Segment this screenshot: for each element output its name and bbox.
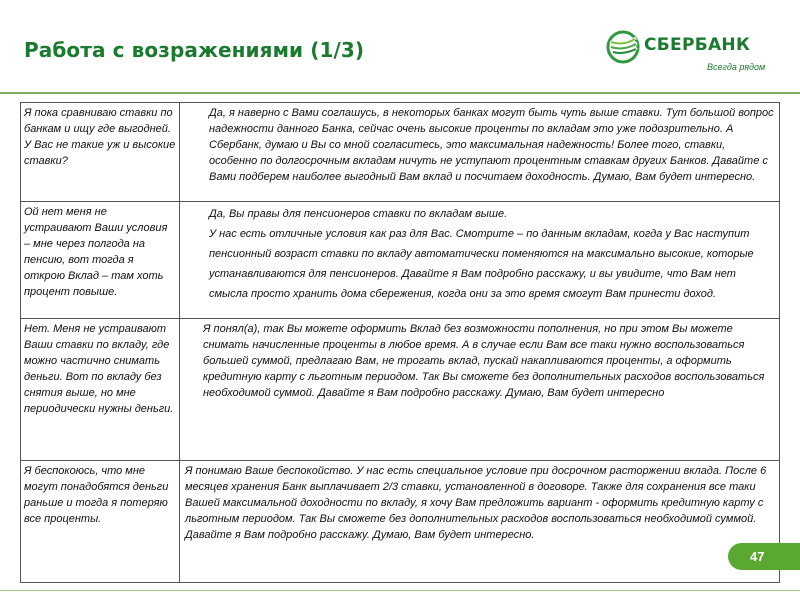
sberbank-logo-icon — [606, 30, 640, 64]
response-cell — [180, 202, 780, 319]
response-text: Я понимаю Ваше беспокойство. У нас есть специальное условие при досрочном расторжении вклада. После 6 месяцев хранения Банк выплачивает 2/3 ставки, установленной в договоре. Также для сохранения все таки Вашей максимальной доходности по вкладу, я хочу Вам предложить вариант - оформить кредитную карту с льготным периодом. Так Вы сможете без дополнительных расходов воспользоваться необходимой суммой. Давайте я Вам подробно расскажу. Думаю, Вам будет интересно. — [185, 465, 767, 541]
table-row — [21, 103, 780, 202]
table-row — [21, 319, 780, 461]
objection-cell: Ой нет меня не устраивают Ваши условия – мне через полгода на пенсию, вот тогда я открою Вклад – там хоть процент повыше. — [21, 202, 180, 319]
header-divider — [0, 92, 800, 94]
objection-cell: Я пока сравниваю ставки по банкам и ищу где выгодней. У Вас не такие уж и высокие ставки? — [21, 103, 180, 202]
table-row — [21, 202, 780, 319]
objections-table — [20, 102, 780, 583]
response-cell — [180, 103, 780, 202]
objection-cell: Нет. Меня не устраивают Ваши ставки по вкладу, где можно частично снимать деньги. Вот по вкладу без снятия выше, но мне периодически нужны деньги. — [21, 319, 180, 461]
response-text: У нас есть отличные условия как раз для Вас. Смотрите – по данным вкладам, когда у Вас наступит пенсионный возраст ставки по вкладу автоматически поменяются на максимально высокие, которые устанавливаются для пенсионеров. Давайте я Вам подробно расскажу, и вы увидите, что Вам нет смысла просто хранить дома сбережения, когда они за это время смогут Вам принести доход. — [209, 228, 754, 300]
response-text: Я понял(а), так Вы можете оформить Вклад без возможности пополнения, но при этом Вы можете снимать начисленные проценты в любое время. А в случае если Вам все таки нужно воспользоваться большей суммой, предлагаю Вам, не трогать вклад, пускай накапливаются проценты, а оформить кредитную карту с льготным периодом. Так Вы сможете без дополнительных расходов воспользоваться необходимой суммой. Давайте я Вам подробно расскажу. Думаю, Вам будет интересно — [203, 323, 765, 399]
response-text: Да, я наверно с Вами соглашусь, в некоторых банках могут быть чуть выше ставки. Тут большой вопрос надежности данного Банка, сейчас очень высокие проценты по вкладам это уже подозрительно. А Сбербанк, думаю и Вы со мной согласитесь, это максимальная надежность! Более того, ставки, особенно по долгосрочным вкладам ничуть не уступают процентным ставкам других Банков. Давайте с Вами подберем наиболее выгодный Вам вклад и посчитаем доходность. Думаю, Вам будет интересно. — [209, 107, 774, 183]
response-cell — [180, 319, 780, 461]
page-number-badge: 47 — [728, 543, 800, 570]
response-cell — [180, 461, 780, 583]
sberbank-logo — [606, 30, 776, 76]
footer-divider — [0, 590, 800, 591]
slide-title: Работа с возражениями (1/3) — [24, 38, 365, 62]
response-lead: Да, Вы правы для пенсионеров ставки по вкладам выше. — [209, 208, 508, 220]
table-row — [21, 461, 780, 583]
logo-tagline: Всегда рядом — [707, 62, 766, 72]
objection-cell: Я беспокоюсь, что мне могут понадобятся деньги раньше и тогда я потеряю все проценты. — [21, 461, 180, 583]
logo-wordmark: СБЕРБАНК — [644, 35, 751, 55]
